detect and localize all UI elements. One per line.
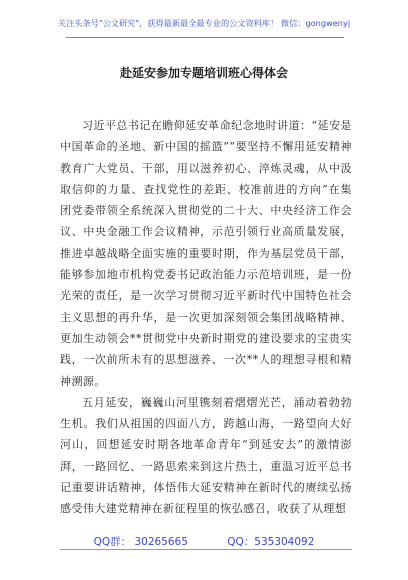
- document-body: [60, 115, 352, 520]
- document-title: 赴延安参加专题培训班心得体会: [119, 66, 288, 80]
- body-paragraph: 习近平总书记在瞻仰延安革命纪念地时讲道：“延安是中国革命的圣地、新中国的摇篮”“要坚持不懈用延安精神教育广大党员、干部，用以滋养初心、淬炼灵魂，从中汲取信仰的力量、查找党性的差距、校准前进的方向”在集团党委带领全系统深入贯彻党的二十大、中央经济工作会议、中央金融工作会议精神，示范引领行业高质量发展，推进卓越战略全面实施的重要时期，作为基层党员干部，能够参加地市机构党委书记政治能力示范培训班，是一份光荣的责任，是一次学习贯彻习近平新时代中国特色社会主义思想的再升华，是一次更加深刻领会集团战略精神、更加生动领会**贯彻党中央新时期党的建设要求的宝贵实践，一次前所未有的思想滋养、一次**人的理想寻根和精神溯源。: [60, 119, 352, 388]
- header-banner: 关注头条号"公文研究"，获得最新最全最专业的公文资料库！ 微信：gongwenyj: [57, 18, 351, 28]
- footer-qq: QQ：535304092: [227, 536, 315, 548]
- footer-qq-group: QQ群： 30265665: [93, 536, 188, 548]
- footer-divider: [60, 549, 352, 550]
- header-divider: [66, 37, 344, 38]
- body-paragraph: 五月延安，巍巍山河里镌刻着熠熠光芒，涌动着勃勃生机。我们从祖国的四面八方，跨越山海，一路望向大好河山，回想延安时期各地革命青年“到延安去”的激情澎湃，一路回忆、一路思索来到这片热土，重温习近平总书记重要讲话精神，体悟伟大延安精神在新时代的赓续弘扬感受伟大建党精神在新征程里的恢弘感召，收获了从理想: [60, 395, 352, 516]
- footer-contact: [0, 534, 408, 549]
